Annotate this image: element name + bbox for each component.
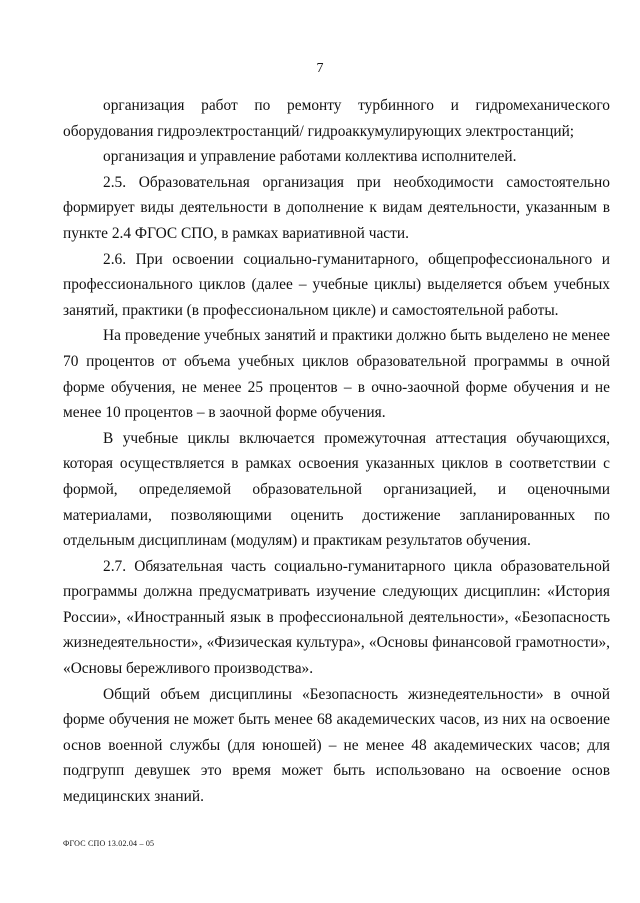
document-footer-code: ФГОС СПО 13.02.04 – 05 bbox=[63, 839, 155, 848]
paragraph-7: 2.7. Обязательная часть социально-гуманитарного цикла образовательной программы должна предусматривать изучение следующих дисциплин: «История России», «Иностранный язык в профессиональной деятельности», «Безопасность жизнедеятельности», «Физическая культура», «Основы финансовой грамотности», «Основы бережливого производства». bbox=[63, 557, 610, 678]
paragraph-2: организация и управление работами коллектива исполнителей. bbox=[103, 148, 517, 166]
page-number: 7 bbox=[316, 61, 324, 76]
paragraph-4: 2.6. При освоении социально-гуманитарного, общепрофессионального и профессионального циклов (далее – учебные циклы) выделяется объем учебных занятий, практики (в профессиональном цикле) и самостоятельной работы. bbox=[63, 250, 610, 319]
document-body bbox=[63, 93, 610, 810]
paragraph-1: организация работ по ремонту турбинного и гидромеханического оборудования гидроэлектростанций/ гидроаккумулирующих электростанций; bbox=[63, 97, 610, 140]
paragraph-6: В учебные циклы включается промежуточная аттестация обучающихся, которая осуществляется в рамках освоения указанных циклов в соответствии с формой, определяемой образовательной организацией, и оценочными материалами, позволяющими оценить достижение запланированных по отдельным дисциплинам (модулям) и практикам результатов обучения. bbox=[63, 429, 610, 550]
paragraph-5: На проведение учебных занятий и практики должно быть выделено не менее 70 процентов от объема учебных циклов образовательной программы в очной форме обучения, не менее 25 процентов – в очно-заочной форме обучения и не менее 10 процентов – в заочной форме обучения. bbox=[63, 327, 610, 422]
paragraph-3: 2.5. Образовательная организация при необходимости самостоятельно формирует виды деятельности в дополнение к видам деятельности, указанным в пункте 2.4 ФГОС СПО, в рамках вариативной части. bbox=[63, 173, 610, 242]
paragraph-8: Общий объем дисциплины «Безопасность жизнедеятельности» в очной форме обучения не может быть менее 68 академических часов, из них на освоение основ военной службы (для юношей) – не менее 48 академических часов; для подгрупп девушек это время может быть использовано на освоение основ медицинских знаний. bbox=[63, 685, 610, 806]
